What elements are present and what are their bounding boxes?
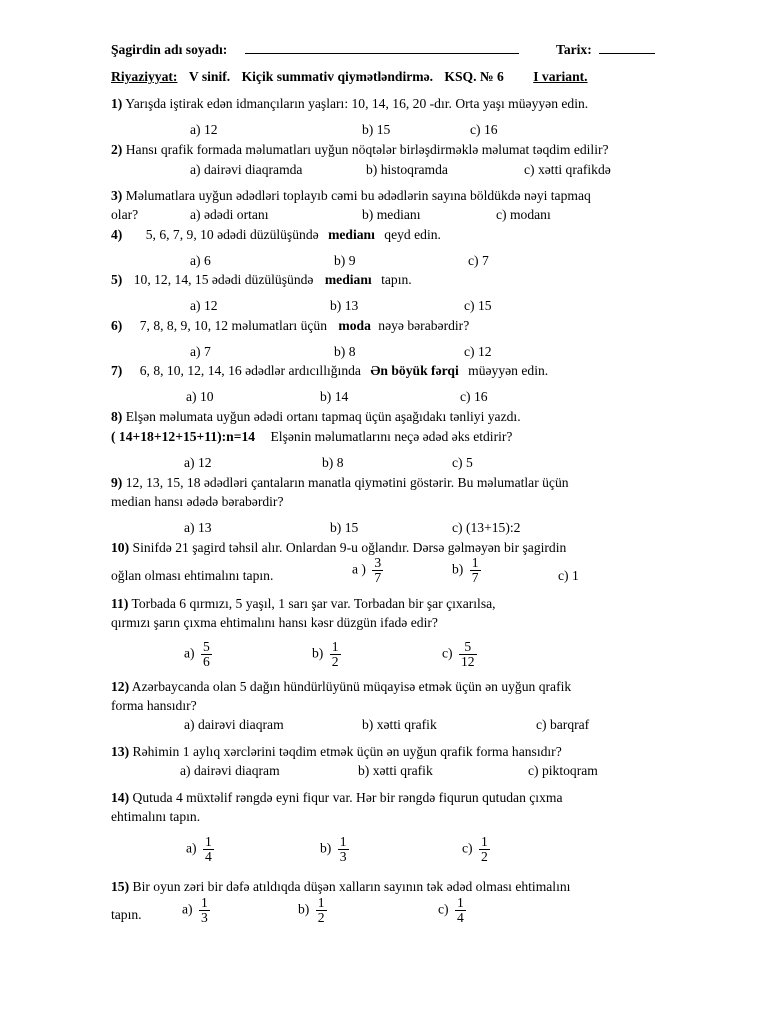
q15-option-b[interactable] [298, 896, 327, 925]
q14-option-a[interactable] [186, 835, 214, 864]
question-text: 12, 13, 15, 18 ədədləri çantaların manatla qiymətini göstərir. Bu məlumatlar üçün [125, 475, 569, 490]
numerator: 1 [331, 639, 339, 654]
q10-option-a[interactable] [352, 556, 383, 585]
question-10-line-2: oğlan olması ehtimalını tapın. [111, 568, 274, 583]
fraction [203, 835, 214, 864]
numerator: 1 [471, 555, 479, 570]
numerator: 1 [339, 834, 347, 849]
q5-option-c[interactable]: c) 15 [464, 298, 492, 313]
denominator: 7 [471, 570, 479, 585]
option-label: c) [438, 901, 449, 917]
q6-option-b[interactable]: b) 8 [334, 344, 356, 359]
question-text: Rəhimin 1 aylıq xərclərini təqdim etmək üçün ən uyğun qrafik forma hansıdır? [132, 744, 562, 759]
question-number: 1) [111, 96, 123, 111]
question-3 [111, 188, 591, 204]
question-emphasis: Ən böyük fərqi [370, 363, 459, 378]
q2-option-a[interactable]: a) dairəvi diaqramda [190, 162, 303, 177]
question-number: 13) [111, 744, 130, 759]
question-number: 3) [111, 188, 123, 203]
question-text: Sinifdə 21 şagird təhsil alır. Onlardan 9-u oğlandır. Dərsə gəlməyən bir şagirdin [132, 540, 567, 555]
question-emphasis: medianı [324, 272, 372, 287]
question-number: 4) [111, 227, 123, 242]
question-number: 8) [111, 409, 123, 424]
denominator: 12 [460, 654, 475, 669]
grade-label: V sinif. [188, 69, 231, 84]
question-number: 10) [111, 540, 130, 555]
assessment-label: Kiçik summativ qiymətləndirmə. [241, 69, 434, 84]
q3-option-a[interactable]: a) ədədi ortanı [190, 207, 269, 222]
question-3-line-2: olar? [111, 207, 139, 222]
q7-option-b[interactable]: b) 14 [320, 389, 349, 404]
date-row [556, 42, 655, 58]
q14-option-b[interactable] [320, 835, 349, 864]
question-number: 12) [111, 679, 130, 694]
q12-option-a[interactable]: a) dairəvi diaqram [184, 717, 284, 732]
q9-option-c[interactable]: c) (13+15):2 [452, 520, 521, 535]
q4-option-c[interactable]: c) 7 [468, 253, 489, 268]
q13-option-a[interactable]: a) dairəvi diaqram [180, 763, 280, 778]
question-text-end: müəyyən edin. [468, 363, 549, 378]
question-text: Məlumatlara uyğun ədədləri toplayıb cəmi bu ədədlərin sayına böldükdə nəyi tapmaq [125, 188, 591, 203]
option-label: b) [298, 901, 310, 917]
question-11 [111, 596, 496, 612]
question-number: 6) [111, 318, 123, 333]
q6-option-c[interactable]: c) 12 [464, 344, 492, 359]
q12-option-b[interactable]: b) xətti qrafik [362, 717, 437, 732]
q11-option-b[interactable] [312, 640, 341, 669]
title-row [111, 69, 588, 85]
q3-option-b[interactable]: b) medianı [362, 207, 421, 222]
question-text: Elşən məlumata uyğun ədədi ortanı tapmaq üçün aşağıdakı tənliyi yazdı. [125, 409, 521, 424]
question-formula: ( 14+18+12+15+11):n=14 [111, 429, 256, 444]
option-label: b) [320, 840, 332, 856]
question-emphasis: medianı [328, 227, 375, 242]
question-text: Qutuda 4 müxtəlif rəngdə eyni fiqur var. Hər bir rəngdə fiqurun qutudan çıxma [132, 790, 563, 805]
q11-option-a[interactable] [184, 640, 212, 669]
fraction [201, 640, 212, 669]
numerator: 5 [202, 639, 210, 654]
fraction [330, 640, 341, 669]
question-text: Hansı qrafik formada məlumatları uyğun nöqtələr birləşdirməklə məlumat təqdim edilir? [125, 142, 609, 157]
denominator: 2 [317, 910, 325, 925]
numerator: 5 [464, 639, 472, 654]
date-field[interactable] [599, 42, 655, 54]
question-8-line-2 [111, 429, 512, 445]
subject-label: Riyaziyyat: [111, 69, 178, 84]
question-text: Bir oyun zəri bir dəfə atıldıqda düşən xalların sayının tək ədəd olması ehtimalını [132, 879, 571, 894]
q1-option-a[interactable]: a) 12 [190, 122, 218, 137]
question-number: 15) [111, 879, 130, 894]
student-name-field[interactable] [245, 42, 519, 54]
denominator: 2 [331, 654, 339, 669]
fraction [316, 896, 327, 925]
fraction [372, 556, 383, 585]
q5-option-b[interactable]: b) 13 [330, 298, 359, 313]
option-label: a) [186, 840, 197, 856]
fraction [338, 835, 349, 864]
q11-option-c[interactable] [442, 640, 477, 669]
question-text-end: qeyd edin. [384, 227, 441, 242]
q6-option-a[interactable]: a) 7 [190, 344, 211, 359]
q15-option-a[interactable] [182, 896, 210, 925]
question-text: 6, 8, 10, 12, 14, 16 ədədlər ardıcıllığında [139, 363, 361, 378]
q4-option-a[interactable]: a) 6 [190, 253, 211, 268]
numerator: 1 [456, 895, 464, 910]
numerator: 1 [200, 895, 208, 910]
q3-option-c[interactable]: c) modanı [496, 207, 551, 222]
denominator: 3 [339, 849, 347, 864]
question-number: 5) [111, 272, 123, 287]
fraction [199, 896, 210, 925]
question-12-line-2: forma hansıdır? [111, 698, 197, 713]
question-12 [111, 679, 571, 695]
q9-option-b[interactable]: b) 15 [330, 520, 359, 535]
question-text: Azərbaycanda olan 5 dağın hündürlüyünü müqayisə etmək üçün ən uyğun qrafik [131, 679, 572, 694]
question-7 [111, 363, 548, 379]
question-text-end: tapın. [381, 272, 412, 287]
question-text: Yarışda iştirak edən idmançıların yaşları: 10, 14, 16, 20 -dır. Orta yaşı müəyyən edin. [125, 96, 589, 111]
question-number: 14) [111, 790, 130, 805]
date-label: Tarix: [556, 42, 592, 57]
question-number: 7) [111, 363, 123, 378]
question-text: 7, 8, 8, 9, 10, 12 məlumatları üçün [139, 318, 327, 333]
option-label: c) [442, 645, 453, 661]
numerator: 1 [317, 895, 325, 910]
denominator: 7 [374, 570, 382, 585]
option-label: a) [182, 901, 193, 917]
q2-option-b[interactable]: b) histoqramda [366, 162, 448, 177]
question-10 [111, 540, 566, 556]
denominator: 2 [480, 849, 488, 864]
question-number: 11) [111, 596, 129, 611]
denominator: 6 [202, 654, 210, 669]
assessment-code: KSQ. № 6 [444, 69, 504, 84]
q9-option-a[interactable]: a) 13 [184, 520, 212, 535]
question-14 [111, 790, 563, 806]
question-9 [111, 475, 569, 491]
numerator: 1 [480, 834, 488, 849]
question-4 [111, 227, 441, 243]
q10-option-c[interactable]: c) 1 [558, 568, 579, 583]
q13-option-c[interactable]: c) piktoqram [528, 763, 598, 778]
question-text: Elşənin məlumatlarını neçə ədəd əks etdirir? [270, 429, 513, 444]
question-14-line-2: ehtimalını tapın. [111, 809, 201, 824]
q12-option-c[interactable]: c) barqraf [536, 717, 590, 732]
denominator: 4 [204, 849, 212, 864]
question-9-line-2: median hansı ədədə bərabərdir? [111, 494, 284, 509]
question-13 [111, 744, 562, 760]
q1-option-b[interactable]: b) 15 [362, 122, 391, 137]
fraction [459, 640, 477, 669]
q8-option-b[interactable]: b) 8 [322, 455, 344, 470]
question-15-line-2: tapın. [111, 907, 142, 922]
denominator: 3 [200, 910, 208, 925]
q15-option-c[interactable] [438, 896, 466, 925]
q14-option-c[interactable] [462, 835, 490, 864]
q5-option-a[interactable]: a) 12 [190, 298, 218, 313]
question-11-line-2: qırmızı şarın çıxma ehtimalını hansı kəsr düzgün ifadə edir? [111, 615, 438, 630]
option-label: b) [452, 561, 464, 577]
question-15 [111, 879, 570, 895]
student-name-label: Şagirdin adı soyadı: [111, 42, 228, 57]
option-label: b) [312, 645, 324, 661]
q1-option-c[interactable]: c) 16 [470, 122, 498, 137]
question-1 [111, 96, 588, 112]
fraction [455, 896, 466, 925]
q7-option-a[interactable]: a) 10 [186, 389, 214, 404]
variant-label: I variant. [533, 69, 588, 84]
question-6 [111, 318, 469, 334]
student-name-row [111, 42, 519, 58]
q10-option-b[interactable] [452, 556, 481, 585]
denominator: 4 [456, 910, 464, 925]
option-label: a) [184, 645, 195, 661]
question-text: Torbada 6 qırmızı, 5 yaşıl, 1 sarı şar var. Torbadan bir şar çıxarılsa, [131, 596, 496, 611]
option-label: c) [462, 840, 473, 856]
question-8 [111, 409, 521, 425]
question-text: 10, 12, 14, 15 ədədi düzülüşündə [133, 272, 314, 287]
q8-option-c[interactable]: c) 5 [452, 455, 473, 470]
numerator: 3 [374, 555, 382, 570]
question-number: 9) [111, 475, 123, 490]
fraction [479, 835, 490, 864]
q13-option-b[interactable]: b) xətti qrafik [358, 763, 433, 778]
option-label: a ) [352, 561, 366, 577]
question-number: 2) [111, 142, 123, 157]
q8-option-a[interactable]: a) 12 [184, 455, 212, 470]
question-5 [111, 272, 412, 288]
q7-option-c[interactable]: c) 16 [460, 389, 488, 404]
fraction [470, 556, 481, 585]
numerator: 1 [204, 834, 212, 849]
question-2 [111, 142, 609, 158]
q4-option-b[interactable]: b) 9 [334, 253, 356, 268]
question-text-end: nəyə bərabərdir? [378, 318, 470, 333]
q2-option-c[interactable]: c) xətti qrafikdə [524, 162, 611, 177]
question-text: 5, 6, 7, 9, 10 ədədi düzülüşündə [145, 227, 319, 242]
question-emphasis: moda [338, 318, 371, 333]
